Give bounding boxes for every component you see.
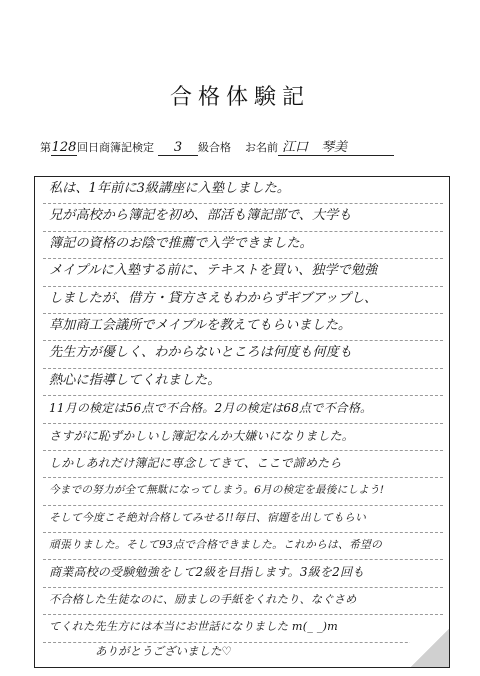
page-title: 合格体験記 bbox=[169, 85, 310, 110]
student-name: 江口 琴美 bbox=[278, 136, 394, 156]
page-curl bbox=[410, 628, 450, 668]
essay-line: しましたが、借方・貸方さえもわからずギブアップし、 bbox=[43, 287, 443, 314]
exam-suffix: 級合格 bbox=[198, 141, 231, 154]
essay-line: 11月の検定は56点で不合格。2月の検定は68点で不合格。 bbox=[43, 396, 443, 423]
exam-info bbox=[40, 136, 460, 156]
essay-line: しかしあれだけ簿記に専念してきて、ここで諦めたら bbox=[43, 451, 443, 478]
exam-prefix: 第 bbox=[40, 141, 51, 154]
exam-session: 128 bbox=[51, 140, 77, 155]
exam-name: 回日商簿記検定 bbox=[77, 141, 154, 154]
essay-line: そして今度こそ絶対合格してみせる!!毎日、宿題を出してもらい bbox=[43, 506, 443, 533]
essay-lines bbox=[43, 177, 443, 643]
essay-line: てくれた先生方には本当にお世話になりました m(_ _)m bbox=[43, 615, 443, 642]
essay-line: 先生方が優しく、わからないところは何度も何度も bbox=[43, 341, 443, 368]
name-label: お名前 bbox=[245, 141, 278, 154]
essay-signoff: ありがとうございました♡ bbox=[95, 644, 232, 658]
essay-line: 私は、1年前に3級講座に入塾しました。 bbox=[43, 177, 443, 204]
essay-line: 不合格した生徒なのに、励ましの手紙をくれたり、なぐさめ bbox=[43, 588, 443, 615]
essay-line: 商業高校の受験勉強をして2級を目指します。3級を2回も bbox=[43, 560, 443, 587]
essay-line: 頑張りました。そして93点で合格できました。これからは、希望の bbox=[43, 533, 443, 560]
essay-line: さすがに恥ずかしいし簿記なんか大嫌いになりました。 bbox=[43, 424, 443, 451]
essay-line: 熱心に指導してくれました。 bbox=[43, 369, 443, 396]
essay-line: 簿記の資格のお陰で推薦で入学できました。 bbox=[43, 232, 443, 259]
essay-paper bbox=[34, 176, 450, 668]
essay-line: 今までの努力が全て無駄になってしまう。6月の検定を最後にしよう! bbox=[43, 478, 443, 505]
essay-line: 草加商工会議所でメイプルを教えてもらいました。 bbox=[43, 314, 443, 341]
essay-line: メイプルに入塾する前に、テキストを買い、独学で勉強 bbox=[43, 259, 443, 286]
essay-line: 兄が高校から簿記を初め、部活も簿記部で、大学も bbox=[43, 204, 443, 231]
exam-grade: 3 bbox=[158, 140, 198, 156]
